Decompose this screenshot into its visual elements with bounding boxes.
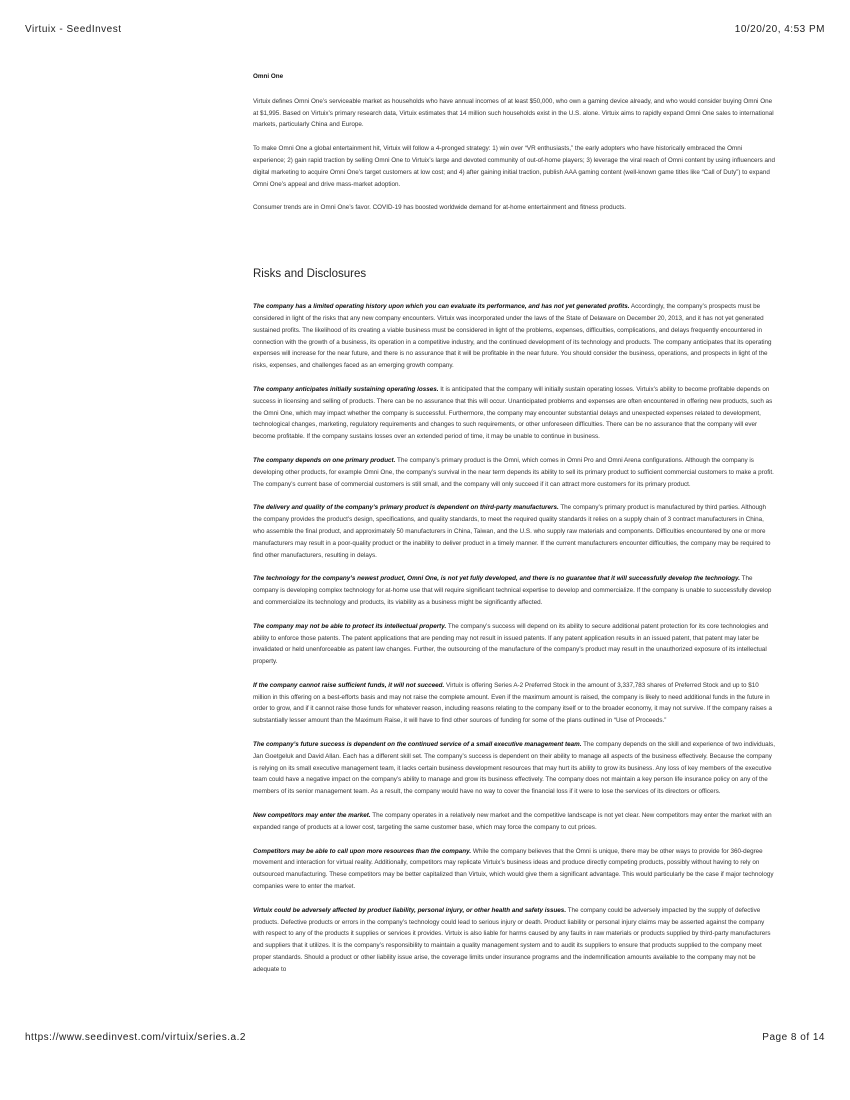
risk-body: Virtuix is offering Series A-2 Preferred Stock in the amount of 3,337,783 shares of Preferred Stock and up to $10 million in this offering on a best-efforts basis and may not raise the complete amount. Even if the maximum amount is raised, the company is likely to need additional funds in the future in order to grow, and if it cannot raise those funds for whatever reason, including reasons relating to the company itself or to the broader economy, it may not survive. If the company raises a substantially lesser amount than the Maximum Raise, it will have to find other sources of funding for some of the plans outlined in “Use of Proceeds.” (253, 681, 772, 725)
risk-item (253, 810, 775, 834)
risk-item (253, 384, 775, 443)
document-content (253, 71, 775, 988)
risk-body: The company’s success will depend on its ability to secure additional patent protection for its core technologies and ability to enforce those patents. The patent applications that are pending may not result in issued patents. If any patent application results in an issued patent, that patent may later be invalidated or held unenforceable as patent law changes. Further, the outsourcing of the manufacture of the company’s product may result in the unauthorized exposure of its intellectual property. (253, 622, 769, 666)
omni-paragraph: Consumer trends are in Omni One’s favor. COVID-19 has boosted worldwide demand for at-home entertainment and fitness products. (253, 204, 626, 212)
print-footer (25, 1032, 825, 1043)
risk-item (253, 846, 775, 893)
page-title: Virtuix - SeedInvest (25, 24, 122, 35)
risk-title: The company anticipates initially sustaining operating losses. (253, 385, 439, 393)
risk-body: The company operates in a relatively new market and the competitive landscape is not yet clear. New competitors may enter the market with an expanded range of products at a lower cost, targeting the same customer base, which may force the company to cut prices. (253, 812, 772, 831)
risk-title: The company has a limited operating history upon which you can evaluate its performance, and has not yet generated profits. (253, 303, 630, 311)
risk-item (253, 621, 775, 668)
risk-item (253, 680, 775, 727)
omni-paragraph: To make Omni One a global entertainment hit, Virtuix will follow a 4-pronged strategy: 1) win over “VR enthusiasts,” the early adopters who have historically embraced the Omni experience; 2) gain rapid traction by selling Omni One to Virtuix’s large and devoted community of out-of-home players; 3) leverage the viral reach of Omni content by using influencers and digital marketing to acquire Omni One’s target customers at low cost; and 4) after gaining initial traction, publish AAA gaming content (well-known game titles like “Call of Duty”) to expand Omni One’s appeal and drive mass-market adoption. (253, 145, 775, 188)
risk-body: Accordingly, the company’s prospects must be considered in light of the risks that any new company encounters. Virtuix was incorporated under the laws of the State of Delaware on December 20, 2013, and it has not yet generated sustained profits. The likelihood of its creating a viable business must be considered in light of the problems, expenses, difficulties, complications, and delays frequently encountered in connection with the growth of a business, its operation in a competitive industry, and the continued development of its technology and products. The company anticipates that its operating expenses will increase for the near future, and there is no assurance that it will be profitable in the near future. You should consider the business, operations, and prospects in light of the risks, expenses, and challenges faced as an emerging growth company. (253, 303, 772, 370)
risk-body: The company depends on the skill and experience of two individuals, Jan Goetgeluk and David Allan. Each has a different skill set. The company’s success is dependent on their ability to manage all aspects of the business effectively. Because the company is relying on its small executive management team, it lacks certain business development resources that may hurt its ability to grow its business. Any loss of key members of the executive team could have a negative impact on the company’s ability to manage and grow its business effectively. The company does not maintain a key person life insurance policy on any of the members of its senior management team. As a result, the company would have no way to cover the financial loss if it were to lose the services of its directors or officers. (253, 741, 775, 796)
risk-title: New competitors may enter the market. (253, 812, 371, 820)
risk-title: If the company cannot raise sufficient funds, it will not succeed. (253, 681, 445, 689)
risk-title: The company depends on one primary product. (253, 456, 396, 464)
risk-body: While the company believes that the Omni is unique, there may be other ways to provide for 360-degree movement and interaction for virtual reality. Additionally, competitors may replicate Virtuix’s business ideas and produce directly competing products, possibly without having to rely on outsourced manufacturing. These competitors may be better capitalized than Virtuix, which would give them a significant advantage. This would particularly be the case if major technology companies were to enter the market. (253, 847, 774, 891)
risk-title: The technology for the company’s newest product, Omni One, is not yet fully developed, and there is no guarantee that it will successfully develop the technology. (253, 575, 741, 583)
risk-body: The company could be adversely impacted by the supply of defective products. Defective products or errors in the company’s technology could lead to serious injury or death. Product liability or personal injury claims may be asserted against the company with respect to any of the products it supplies or services it provides. Virtuix is also liable for harms caused by any faults in raw materials or products supplied by third-party manufacturers and suppliers that it utilizes. It is the company’s responsibility to maintain a quality management system and to audit its suppliers to ensure that products supplied to the company meet proper standards. Should a product or other liability issue arise, the coverage limits under insurance programs and the indemnification amounts available to the company may not be adequate to (253, 906, 771, 973)
omni-paragraph: Virtuix defines Omni One’s serviceable market as households who have annual incomes of at least $50,000, who own a gaming device already, and who would consider buying Omni One at $1,995. Based on Virtuix’s primary research data, Virtuix estimates that 14 million such households exist in the U.S. alone. Virtuix aims to rapidly expand Omni One sales to international markets, particularly China and Europe. (253, 97, 774, 129)
risk-body: The company is developing complex technology for at-home use that will require significant technical expertise to develop and commercialize. If the company is unable to successfully develop and commercialize its technology and products, its viability as a business might be significantly affected. (253, 575, 772, 606)
risk-item (253, 502, 775, 561)
print-header (25, 24, 825, 35)
risk-item (253, 905, 775, 976)
risk-title: The company may not be able to protect its intellectual property. (253, 622, 447, 630)
risk-item (253, 739, 775, 798)
risks-heading: Risks and Disclosures (253, 268, 367, 281)
omni-one-title: Omni One (253, 73, 284, 80)
risk-title: The delivery and quality of the company’s primary product is dependent on third-party manufacturers. (253, 504, 559, 512)
risk-item (253, 455, 775, 490)
risk-title: The company’s future success is dependent on the continued service of a small executive management team. (253, 741, 582, 749)
risk-item (253, 301, 775, 372)
risk-body: The company’s primary product is the Omni, which comes in Omni Pro and Omni Arena configurations. Although the company is developing other products, for example Omni One, the company’s survival in the near term depends its ability to sell its primary product to sufficient commercial customers to make a profit. The company’s current base of commercial customers is still small, and the company will only succeed if it can attract more customers for its primary product. (253, 456, 774, 488)
risk-item (253, 573, 775, 608)
risk-body: The company’s primary product is manufactured by third parties. Although the company provides the product’s design, specifications, and quality standards, to meet the required quality standards it relies on a supply chain of 3 contract manufacturers in China, who assemble the final product, and approximately 50 manufacturers in China, Taiwan, and the U.S. who supply raw materials and components. Difficulties encountered by one or more manufacturers may result in a poor-quality product or the inability to deliver product in a timely manner. If the current manufacturers encounter difficulties, the company may be required to find other manufacturers, resulting in delays. (253, 504, 771, 559)
risk-body: It is anticipated that the company will initially sustain operating losses. Virtuix’s ability to become profitable depends on success in licensing and selling of products. There can be no assurance that this will occur. Unanticipated problems and expenses are often encountered in offering new products, such as the Omni One, which may impact whether the company is successful. Furthermore, the company may encounter substantial delays and unexpected expenses related to development, technological changes, marketing, regulatory requirements and changes to such requirements, or other unforeseen difficulties. There can be no assurance that the company will ever become profitable. If the company sustains losses over an extended period of time, it may be unable to continue in business. (253, 385, 773, 441)
page-url: https://www.seedinvest.com/virtuix/series.a.2 (25, 1032, 246, 1043)
page-number: Page 8 of 14 (762, 1032, 825, 1043)
risk-title: Virtuix could be adversely affected by product liability, personal injury, or other health and safety issues. (253, 906, 567, 914)
print-datetime: 10/20/20, 4:53 PM (734, 24, 825, 35)
risk-title: Competitors may be able to call upon more resources than the company. (253, 847, 472, 855)
